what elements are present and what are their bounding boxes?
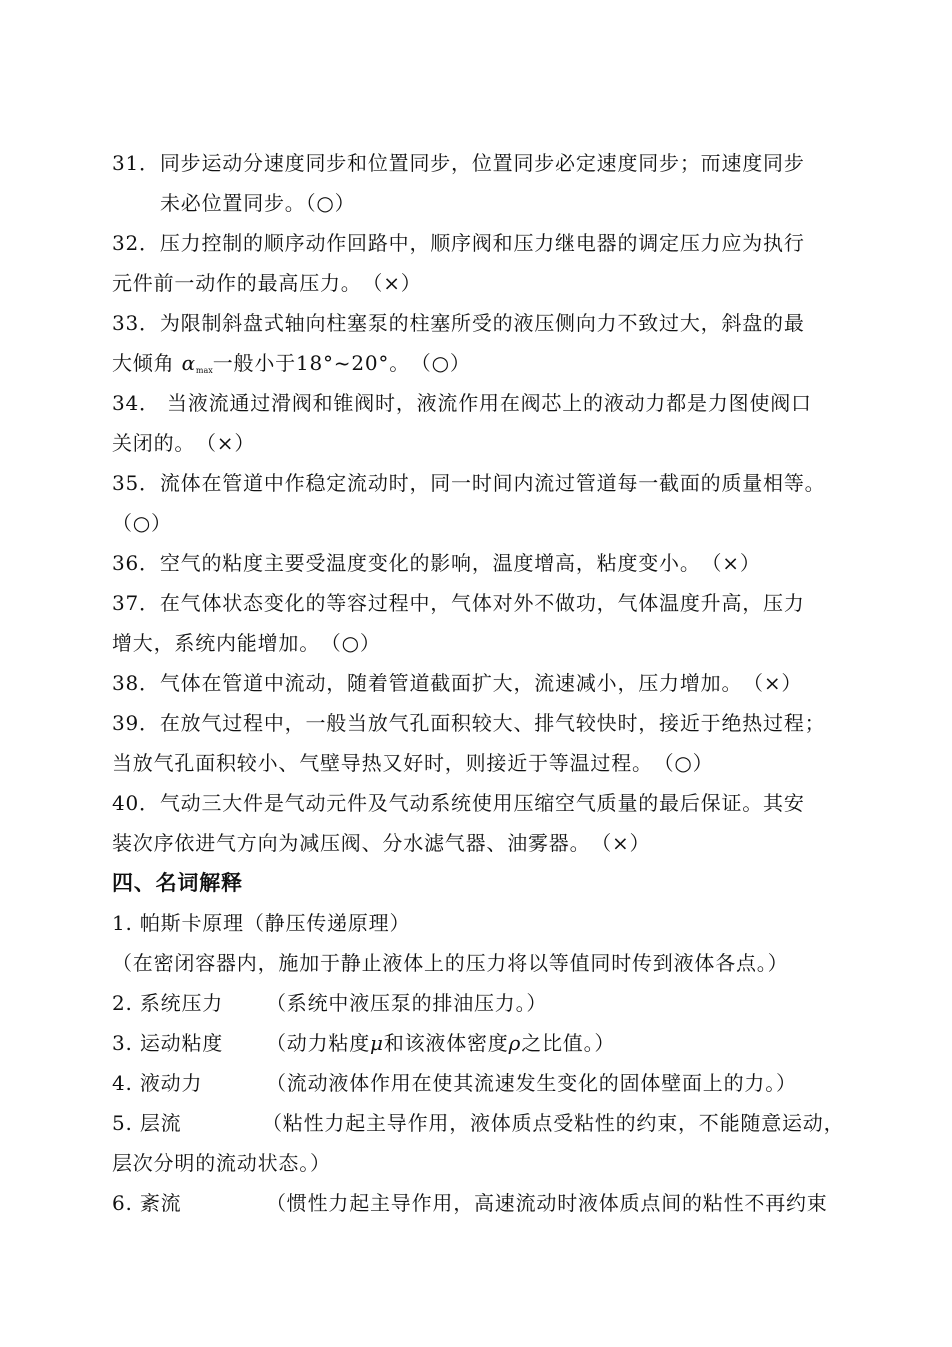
judgment-37-line-2: 增大，系统内能增加。 （○） (112, 631, 381, 655)
judgment-31-line-1: 31．同步运动分速度同步和位置同步，位置同步必定速度同步；而速度同步 (112, 151, 805, 175)
alpha-symbol: α (181, 351, 196, 375)
judgment-37-line-1: 37．在气体状态变化的等容过程中，气体对外不做功，气体温度升高，压力 (112, 591, 805, 615)
judgment-40-line-1: 40．气动三大件是气动元件及气动系统使用压缩空气质量的最后保证。其安 (112, 791, 805, 815)
term-5 (112, 1103, 864, 1143)
judgment-32-line-1: 32．压力控制的顺序动作回路中，顺序阀和压力继电器的调定压力应为执行 (112, 231, 805, 255)
term-2-desc: （系统中液压泵的排油压力。） (266, 991, 548, 1015)
term-3-label: 3. 运动粘度 (112, 1031, 224, 1055)
section-heading: 四、名词解释 (112, 870, 243, 895)
judgment-31-line-2: 未必位置同步。（○） (160, 191, 356, 215)
term-6 (112, 1183, 864, 1223)
term-5-desc: （粘性力起主导作用，液体质点受粘性的约束，不能随意运动， (262, 1111, 845, 1135)
judgment-38-line-1: 38．气体在管道中流动，随着管道截面扩大，流速减小，压力增加。 （×） (112, 671, 803, 695)
judgment-34-line-1: 34． 当液流通过滑阀和锥阀时，液流作用在阀芯上的液动力都是力图使阀口 (112, 391, 812, 415)
term-3: 3. 运动粘度 （动力粘度μ和该液体密度ρ之比值。） (112, 1023, 864, 1063)
mu-symbol: μ (370, 1031, 384, 1055)
document-page (112, 143, 864, 1223)
judgment-35-line-2: （○） (112, 511, 172, 535)
judgment-36-line-1: 36．空气的粘度主要受温度变化的影响，温度增高，粘度变小。 （×） (112, 551, 761, 575)
rho-symbol: ρ (508, 1031, 522, 1055)
judgment-39-line-1: 39．在放气过程中，一般当放气孔面积较大、排气较快时，接近于绝热过程； (112, 711, 826, 735)
judgment-35-line-1: 35．流体在管道中作稳定流动时，同一时间内流过管道每一截面的质量相等。 (112, 471, 826, 495)
judgment-39-line-2: 当放气孔面积较小、气壁导热又好时，则接近于等温过程。 （○） (112, 751, 714, 775)
alpha-subscript: max (195, 366, 213, 375)
term-6-desc: （惯性力起主导作用，高速流动时液体质点间的粘性不再约束 (266, 1191, 828, 1215)
judgment-40-line-2: 装次序依进气方向为减压阀、分水滤气器、油雾器。 （×） (112, 831, 651, 855)
term-2-label: 2. 系统压力 (112, 991, 224, 1015)
term-4-desc: （流动液体作用在使其流速发生变化的固体壁面上的力。） (266, 1071, 797, 1095)
judgment-33-line-1: 33．为限制斜盘式轴向柱塞泵的柱塞所受的液压侧向力不致过大，斜盘的最 (112, 311, 805, 335)
term-4-label: 4. 液动力 (112, 1071, 203, 1095)
judgment-34-line-2: 关闭的。 （×） (112, 431, 256, 455)
judgment-33-line-2: 大倾角 $\alpha_{max}$一般小于18°~20°。 （○） (112, 351, 471, 375)
term-6-label: 6. 紊流 (112, 1191, 182, 1215)
term-5-desc-cont: 层次分明的流动状态。） (112, 1151, 331, 1175)
term-4 (112, 1063, 864, 1103)
term-5-label: 5. 层流 (112, 1111, 182, 1135)
judgment-32-line-2: 元件前一动作的最高压力。 （×） (112, 271, 422, 295)
term-1-desc: （在密闭容器内，施加于静止液体上的压力将以等值同时传到液体各点。） (112, 951, 789, 975)
term-1-label: 1. 帕斯卡原理（静压传递原理） (112, 911, 411, 935)
term-2 (112, 983, 864, 1023)
